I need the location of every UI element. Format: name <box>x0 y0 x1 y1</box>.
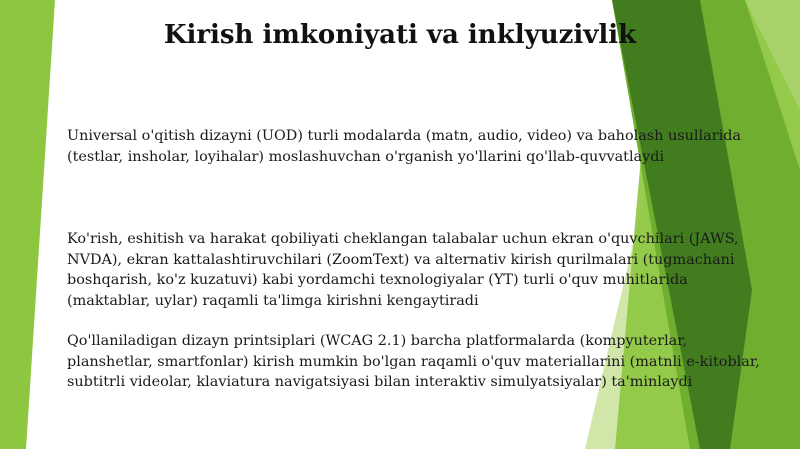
left-green-strip <box>0 0 55 449</box>
paragraph-1: Universal o'qitish dizayni (UOD) turli modalarda (matn, audio, video) va baholash usullarida (testlar, insholar, loyihalar) moslashuvchan o'rganish yo'llarini qo'llab-quvvatlaydi <box>67 128 741 165</box>
slide-title: Kirish imkoniyati va inklyuzivlik <box>163 20 637 50</box>
paragraph-3: Qo'llaniladigan dizayn printsiplari (WCAG 2.1) barcha platformalarda (kompyuterlar, planshetlar, smartfonlar) kirish mumkin bo'lgan raqamli o'quv materiallarini (matnli e-kitoblar, subtitrli videolar, klaviatura navigatsiyasi bilan interaktiv simulyatsiyalar) ta'minlaydi <box>67 333 760 390</box>
paragraph-2: Ko'rish, eshitish va harakat qobiliyati cheklangan talabalar uchun ekran o'quvchilari (JAWS, NVDA), ekran kattalashtiruvchilari (ZoomText) va alternativ kirish qurilmalari (tugmachani boshqarish, ko'z kuzatuvi) kabi yordamchi texnologiyalar (YT) turli o'quv muhitlarida (maktablar, uylar) raqamli ta'limga kirishni kengaytiradi <box>67 231 739 309</box>
